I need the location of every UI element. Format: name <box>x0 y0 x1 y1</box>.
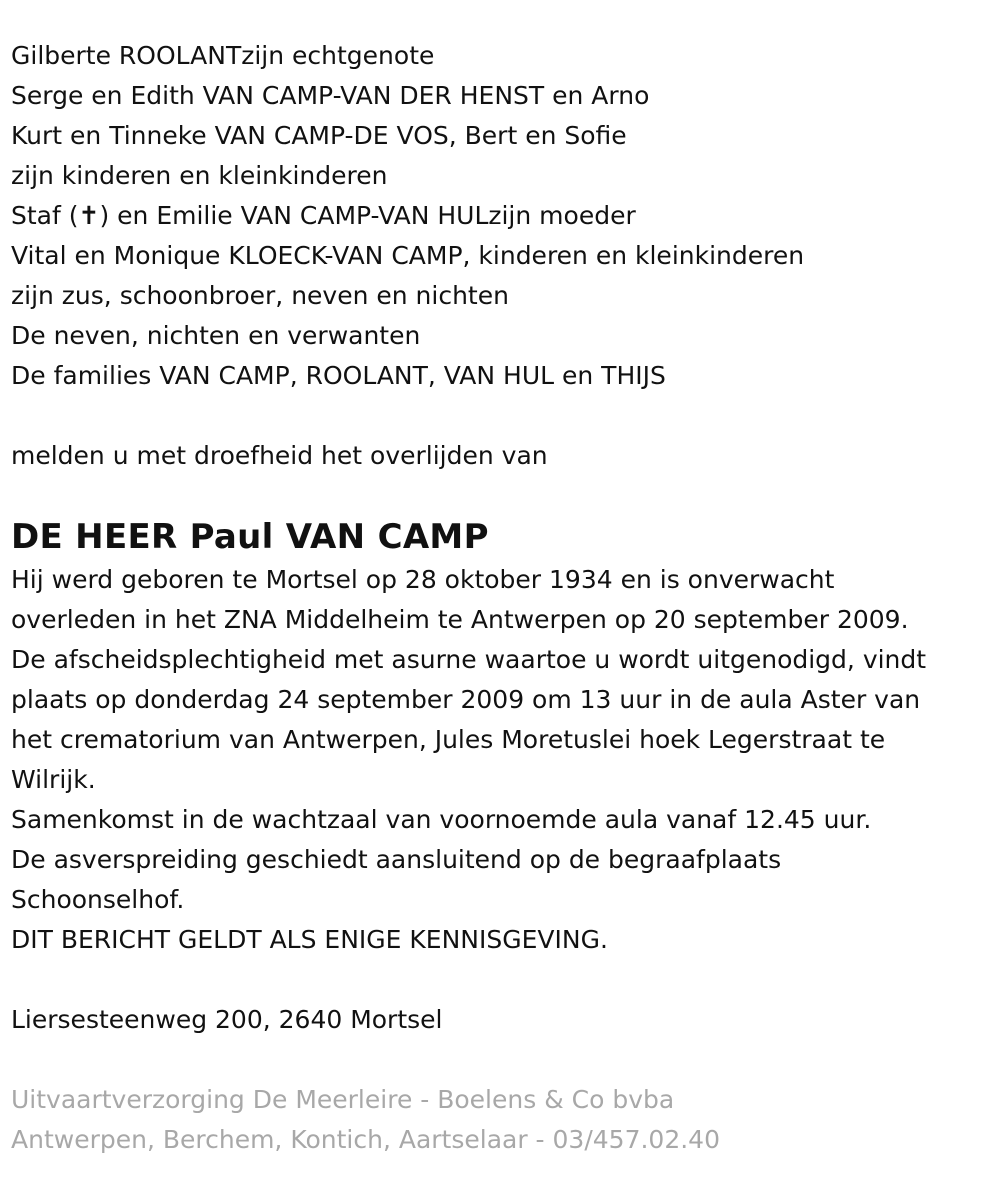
details-line: overleden in het ZNA Middelheim te Antwerpen op 20 september 2009. <box>11 605 909 634</box>
details-line: Samenkomst in de wachtzaal van voornoemde aula vanaf 12.45 uur. <box>11 805 872 834</box>
details-line: Wilrijk. <box>11 765 96 794</box>
family-line-spouse: Gilberte ROOLANTzijn echtgenote <box>11 41 435 70</box>
family-line-children-1: Serge en Edith VAN CAMP-VAN DER HENST en Arno <box>11 81 650 110</box>
funeral-home-name: Uitvaartverzorging De Meerleire - Boelens & Co bvba <box>11 1085 675 1114</box>
spacer <box>11 396 1000 436</box>
address-text: Liersesteenweg 200, 2640 Mortsel <box>11 1005 443 1034</box>
funeral-home-locations: Antwerpen, Berchem, Kontich, Aartselaar - 03/457.02.40 <box>11 1125 720 1154</box>
details-line: Schoonselhof. <box>11 885 185 914</box>
family-line-children-label: zijn kinderen en kleinkinderen <box>11 161 388 190</box>
family-line-mother: Staf (✝) en Emilie VAN CAMP-VAN HULzijn moeder <box>11 201 636 230</box>
family-list <box>11 36 1000 396</box>
family-line-families: De families VAN CAMP, ROOLANT, VAN HUL en THIJS <box>11 361 666 390</box>
details-line: Hij werd geboren te Mortsel op 28 oktober 1934 en is onverwacht <box>11 565 835 594</box>
details-line: De afscheidsplechtigheid met asurne waartoe u wordt uitgenodigd, vindt <box>11 645 927 674</box>
family-line-children-2: Kurt en Tinneke VAN CAMP-DE VOS, Bert en Sofie <box>11 121 627 150</box>
deceased-name: DE HEER Paul VAN CAMP <box>11 517 489 557</box>
details-line: De asverspreiding geschiedt aansluitend op de begraafplaats <box>11 845 782 874</box>
details-text <box>11 560 996 960</box>
family-line-sister: Vital en Monique KLOECK-VAN CAMP, kinderen en kleinkinderen <box>11 241 805 270</box>
family-line-sister-label: zijn zus, schoonbroer, neven en nichten <box>11 281 509 310</box>
announcement-text: melden u met droefheid het overlijden van <box>11 441 548 470</box>
details-line: DIT BERICHT GELDT ALS ENIGE KENNISGEVING. <box>11 925 608 954</box>
funeral-home-footer <box>11 1080 1000 1160</box>
details-line: het crematorium van Antwerpen, Jules Moretuslei hoek Legerstraat te <box>11 725 886 754</box>
family-line-relatives: De neven, nichten en verwanten <box>11 321 421 350</box>
details-line: plaats op donderdag 24 september 2009 om 13 uur in de aula Aster van <box>11 685 921 714</box>
